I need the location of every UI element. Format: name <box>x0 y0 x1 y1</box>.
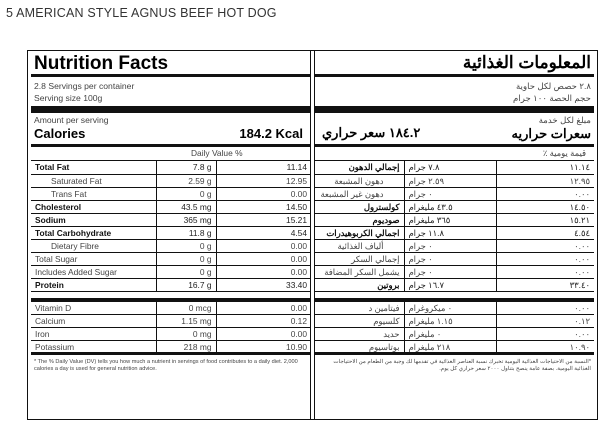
nutrient-daily-value: 15.21 <box>216 213 311 226</box>
nutrient-amount: 2.59 g <box>156 174 216 187</box>
nutrient-label: Total Fat <box>31 161 156 174</box>
nutrient-amount: 43.5 mg <box>156 200 216 213</box>
nutrient-daily-value: ١٠.٩٠ <box>496 341 594 354</box>
nutrient-daily-value: 0.12 <box>216 315 311 328</box>
nutrient-daily-value: 4.54 <box>216 226 311 239</box>
nutrient-label: Dietary Fibre <box>31 239 156 252</box>
nutrient-row <box>31 278 311 291</box>
servings-per-container: ٢.٨ حصص لكل حاوية <box>515 81 591 91</box>
nutrient-row <box>314 213 594 226</box>
vitamin-table <box>31 302 311 356</box>
nutrient-amount: ٠ جرام <box>404 252 496 265</box>
nutrient-daily-value: ٣٣.٤٠ <box>496 278 594 291</box>
panel-heading: Nutrition Facts <box>31 51 311 77</box>
nutrient-daily-value: 33.40 <box>216 278 311 291</box>
nutrient-label: إجمالي الدهون <box>314 161 404 174</box>
nutrient-daily-value: ٠.٠٠ <box>496 187 594 200</box>
nutrient-daily-value: 12.95 <box>216 174 311 187</box>
nutrient-daily-value: 10.90 <box>216 341 311 354</box>
serving-size: حجم الحصة ١٠٠ جرام <box>513 93 591 103</box>
calories-label: سعرات حراريه <box>511 126 591 141</box>
nutrient-label: Cholesterol <box>31 200 156 213</box>
nutrient-row <box>31 213 311 226</box>
nutrient-daily-value: ٠.٠٠ <box>496 252 594 265</box>
calories-value: ١٨٤.٢ سعر حراري <box>322 125 421 140</box>
nutrient-amount: ٢.٥٩ جرام <box>404 174 496 187</box>
vitamin-row <box>31 302 311 315</box>
nutrient-amount: 0 g <box>156 187 216 200</box>
calories-block <box>314 113 594 147</box>
nutrient-amount: 16.7 g <box>156 278 216 291</box>
nutrient-row <box>314 278 594 291</box>
nutrient-amount: 365 mg <box>156 213 216 226</box>
section-divider <box>31 292 311 302</box>
daily-value-header: Daily Value % <box>31 147 311 161</box>
nutrient-label: اجمالي الكربوهيدرات <box>314 226 404 239</box>
footnote: * The % Daily Value (DV) tells you how much a nutrient in servings of food contributes to a daily diet. 2,000 calories a day is used for general nutrition advice. <box>34 359 298 372</box>
nutrient-label: فيتامين د <box>314 302 404 315</box>
vitamin-row <box>31 328 311 341</box>
nutrient-daily-value: ١٥.٢١ <box>496 213 594 226</box>
nutrient-row <box>31 187 311 200</box>
nutrient-daily-value: ١١.١٤ <box>496 161 594 174</box>
nutrient-daily-value: 0.00 <box>216 187 311 200</box>
nutrient-row <box>31 161 311 174</box>
vitamin-row <box>314 315 594 328</box>
nutrient-label: كولسترول <box>314 200 404 213</box>
servings-info <box>31 77 311 113</box>
nutrient-daily-value: 0.00 <box>216 252 311 265</box>
vitamin-row <box>314 328 594 341</box>
nutrient-amount: 0 g <box>156 265 216 278</box>
nutrient-label: Total Carbohydrate <box>31 226 156 239</box>
amount-per-serving: Amount per serving <box>34 115 109 125</box>
nutrient-amount: ٠ جرام <box>404 265 496 278</box>
footnote: *النسبة من الاحتياجات الغذائية اليومية تخبرك نسبة العناصر الغذائية في تقدمها لك وجبة من الطعام من الاحتياجات الغذائية اليومية. بصفة عامة ينصح بتناول ٢٠٠٠ سعر حراري كل يوم. <box>333 359 591 372</box>
nutrient-daily-value: ٤.٥٤ <box>496 226 594 239</box>
nutrient-label: يشمل السكر المضافة <box>314 265 404 278</box>
nutrient-daily-value: ٠.٠٠ <box>496 328 594 341</box>
nutrient-label: دهون غير المشبعة <box>314 187 404 200</box>
nutrient-label: Vitamin D <box>31 302 156 315</box>
nutrient-label: كلسيوم <box>314 315 404 328</box>
nutrient-amount: 0 mg <box>156 328 216 341</box>
nutrient-row <box>314 187 594 200</box>
nutrient-row <box>314 265 594 278</box>
product-title: 5 AMERICAN STYLE AGNUS BEEF HOT DOG <box>6 6 277 20</box>
vitamin-row <box>314 302 594 315</box>
nutrient-daily-value: ٠.١٢ <box>496 315 594 328</box>
nutrient-amount: ١.١٥ مليغرام <box>404 315 496 328</box>
nutrient-row <box>31 174 311 187</box>
nutrient-table <box>314 161 594 292</box>
nutrient-label: بروتين <box>314 278 404 291</box>
nutrient-label: Calcium <box>31 315 156 328</box>
nutrient-label: حديد <box>314 328 404 341</box>
nutrient-daily-value: 0.00 <box>216 265 311 278</box>
nutrient-amount: 0 mcg <box>156 302 216 315</box>
nutrient-amount: 1.15 mg <box>156 315 216 328</box>
nutrient-label: دهون المشبعة <box>314 174 404 187</box>
nutrient-label: ألياف الغذائية <box>314 239 404 252</box>
panel-heading: المعلومات الغذائية <box>314 51 594 77</box>
nutrient-daily-value: ١٢.٩٥ <box>496 174 594 187</box>
serving-size: Serving size 100g <box>34 93 103 103</box>
nutrient-amount: ٠ ميكروغرام <box>404 302 496 315</box>
nutrient-row <box>31 239 311 252</box>
servings-per-container: 2.8 Servings per container <box>34 81 135 91</box>
vitamin-row <box>314 341 594 354</box>
nutrient-amount: 7.8 g <box>156 161 216 174</box>
vitamin-row <box>31 315 311 328</box>
nutrient-amount: ٤٣.٥ مليغرام <box>404 200 496 213</box>
servings-info <box>314 77 594 113</box>
nutrient-amount: ٠ جرام <box>404 187 496 200</box>
nutrient-label: Total Sugar <box>31 252 156 265</box>
nutrient-row <box>31 200 311 213</box>
nutrient-daily-value: ٠.٠٠ <box>496 265 594 278</box>
nutrient-amount: ٠ مليغرام <box>404 328 496 341</box>
nutrient-daily-value: 0.00 <box>216 328 311 341</box>
nutrient-row <box>314 239 594 252</box>
nutrient-row <box>31 265 311 278</box>
nutrient-row <box>314 161 594 174</box>
nutrient-amount: 0 g <box>156 239 216 252</box>
nutrient-amount: ٣٦٥ مليغرام <box>404 213 496 226</box>
nutrient-daily-value: ٠.٠٠ <box>496 239 594 252</box>
nutrient-amount: ٧.٨ جرام <box>404 161 496 174</box>
nutrient-row <box>314 200 594 213</box>
daily-value-header: قيمة يومية ٪ <box>314 147 594 161</box>
nutrition-panel-arabic <box>310 50 598 420</box>
nutrient-row <box>314 174 594 187</box>
nutrient-label: إجمالي السكر <box>314 252 404 265</box>
vitamin-table <box>314 302 594 356</box>
nutrient-daily-value: ١٤.٥٠ <box>496 200 594 213</box>
nutrient-amount: ٢١٨ مليغرام <box>404 341 496 354</box>
nutrient-row <box>31 252 311 265</box>
vitamin-row <box>31 341 311 354</box>
nutrient-amount: 218 mg <box>156 341 216 354</box>
nutrient-row <box>314 226 594 239</box>
nutrient-amount: ١١.٨ جرام <box>404 226 496 239</box>
nutrient-label: بوتاسيوم <box>314 341 404 354</box>
nutrient-daily-value: 11.14 <box>216 161 311 174</box>
calories-block <box>31 113 311 147</box>
nutrient-label: Iron <box>31 328 156 341</box>
calories-value: 184.2 Kcal <box>239 126 303 141</box>
nutrient-amount: 0 g <box>156 252 216 265</box>
nutrient-row <box>31 226 311 239</box>
calories-label: Calories <box>34 126 86 141</box>
nutrient-amount: ١٦.٧ جرام <box>404 278 496 291</box>
nutrient-row <box>314 252 594 265</box>
nutrient-daily-value: 14.50 <box>216 200 311 213</box>
nutrient-daily-value: 0.00 <box>216 302 311 315</box>
nutrient-table <box>31 161 311 292</box>
section-divider <box>314 292 594 302</box>
nutrient-label: Trans Fat <box>31 187 156 200</box>
nutrient-label: Sodium <box>31 213 156 226</box>
nutrient-amount: 11.8 g <box>156 226 216 239</box>
nutrient-amount: ٠ جرام <box>404 239 496 252</box>
nutrient-daily-value: ٠.٠٠ <box>496 302 594 315</box>
nutrient-label: Protein <box>31 278 156 291</box>
nutrient-daily-value: 0.00 <box>216 239 311 252</box>
nutrient-label: صوديوم <box>314 213 404 226</box>
nutrient-label: Includes Added Sugar <box>31 265 156 278</box>
nutrient-label: Saturated Fat <box>31 174 156 187</box>
amount-per-serving: مبلغ لكل خدمة <box>538 115 591 125</box>
nutrition-panel-english <box>27 50 315 420</box>
nutrient-label: Potassium <box>31 341 156 354</box>
